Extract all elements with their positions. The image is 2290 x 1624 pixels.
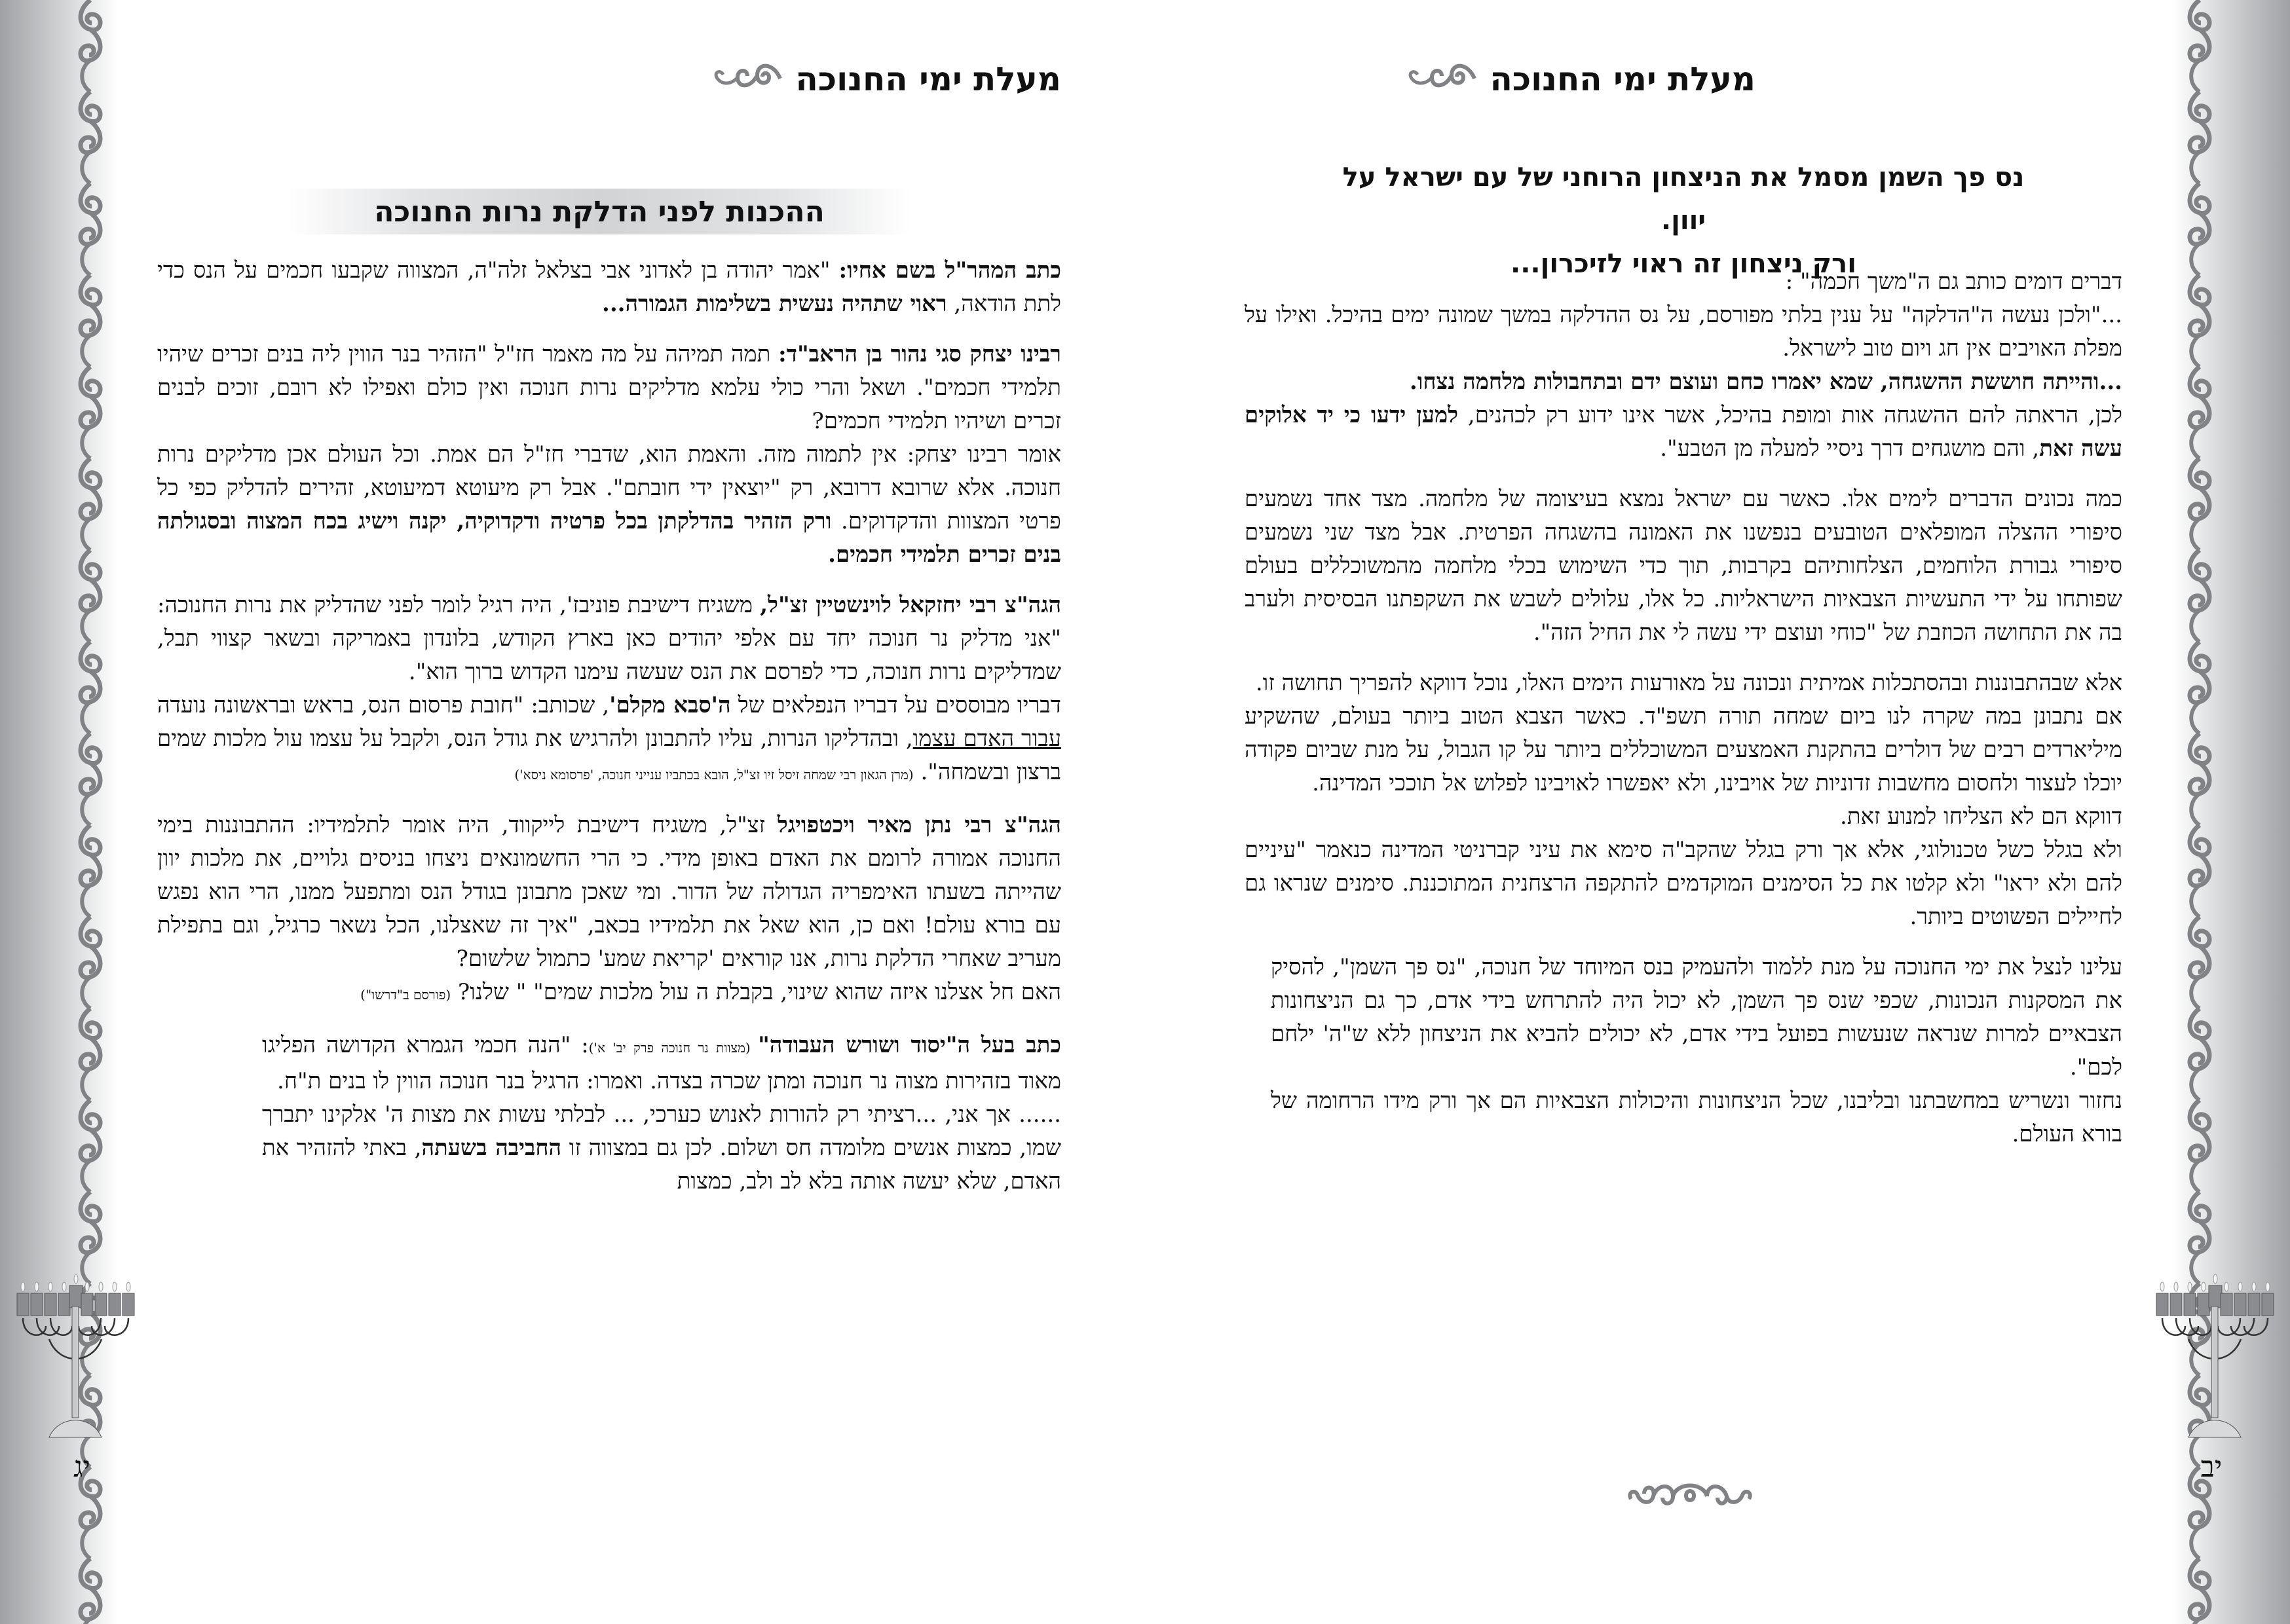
paragraph-text: האם חל אצלנו איזה שהוא שינוי, בקבלת ה עול מלכות שמים" " שלנו? — [451, 979, 1061, 1005]
paragraph-text: דווקא הם לא הצליחו למנוע זאת. — [1840, 803, 2122, 830]
paragraph-text: , והם מושגחים דרך ניסיי למעלה מן הטבע". — [1660, 435, 2040, 462]
paragraph-lead: הגה"צ רבי יחזקאל לוינשטיין זצ"ל, — [760, 592, 1061, 618]
paragraph-text: זצ"ל, משגיח דישיבת לייקווד, היה אומר לתלמידיו: ההתבוננות בימי החנוכה אמורה לרומם את האדם באופן מידי. כי הרי החשמונאים ניצחו בניסים גלויים, את מלכות יוון שהייתה בשעתו האימפריה הגדולה של הדור. ומי שאכן מתבונן בגודל הנס ומתפעל ממנו, הרי הוא נפגש עם בורא עולם! ואם כן, הוא שאל את תלמידיו בכאב, "איך זה שאצלנו, הכל נשאר כרגיל, וגם בתפילת מעריב שאחרי הדלקת נרות, אנו קוראים 'קריאת שמע' כתמול שלשום? — [157, 812, 1061, 972]
source-citation: (מצוות נר חנוכה פרק יב' א') — [588, 1040, 759, 1056]
left-page — [157, 0, 1061, 1624]
paragraph-saba-mikelm — [157, 689, 1061, 792]
running-head — [1406, 59, 1755, 100]
paragraph-rabbeinu-yitzchak — [157, 338, 1061, 438]
paragraph-maharal — [157, 254, 1061, 321]
menorah-icon — [13, 1267, 138, 1450]
running-head-title: מעלת ימי החנוכה — [1490, 60, 1755, 98]
end-flourish-icon — [1624, 1477, 1755, 1519]
paragraph-text: משגיח דישיבת פוניבז', היה רגיל לומר לפני שהדליק את נרות החנוכה: "אני מדליק נר חנוכה יחד עם אלפי יהודים כאן בארץ הקודש, בלונדון באמריקה ובשאר קצווי תבל, שמדליקים נרות חנוכה, כדי לפרסם את הנס שעשה עימנו הקדוש ברוך הוא". — [157, 592, 1061, 685]
paragraph-lead: הגה"צ רבי נתן מאיר ויכטפויגל — [777, 812, 1061, 838]
paragraph-text: דבריו מבוססים על דבריו הנפלאים של — [730, 692, 1061, 718]
scroll-flourish-icon — [1406, 59, 1478, 100]
paragraph-simchat-torah — [1245, 667, 2122, 934]
paragraph-text: , שכותב: "חובת פרסום הנס, בראש ובראשונה נועדה — [157, 692, 610, 718]
paragraph-lead: כתב בעל ה"יסוד ושורש העבודה" — [758, 1032, 1061, 1058]
right-body-text — [1245, 265, 2122, 1168]
paragraph-text: ..."ולכן נעשה ה"הדלקה" על ענין בלתי מפורסם, על נס ההדלקה במשך שמונה ימים בהיכל. ואילו על מפלת האויבים אין חג ויום טוב לישראל. — [1245, 302, 2122, 361]
paragraph-text: ...... אך אני, ...רציתי רק להורות לאנוש כערכי, ... לבלתי עשות את מצות ה' אלקינו יתברך שמו, כמצות אנשים מלומדה חס ושלום. לכן גם במצווה זו — [262, 1101, 1061, 1161]
paragraph-emphasis: ורק הזהיר בהדלקתן בכל פרטיה ודקדוקיה, יקנה וישיג בכח המצוה ובסגולתה בנים זכרים תלמידי חכמים. — [157, 508, 1061, 568]
paragraph-intro: דברים דומים כותב גם ה"משך חכמה" : — [1785, 268, 2122, 295]
underlined-phrase: עבור האדם עצמו — [912, 726, 1061, 752]
paragraph-text: נחזור ונשריש במחשבתנו ובליבנו, שכל הניצחונות והיכולות הצבאיות הם אך ורק מידו הרחומה של בורא העולם. — [1271, 1088, 2122, 1147]
paragraph-text: : "הנה חכמי הגמרא הקדושה הפליגו מאוד בזהירות מצוה נר חנוכה ומתן שכרה בצדה. ואמרו: הרגיל בנר חנוכה הווין לו בנים ת"ח. — [262, 1032, 1061, 1094]
paragraph-yesod-veshoresh — [262, 1029, 1061, 1198]
scroll-flourish-icon — [711, 59, 783, 100]
paragraph-text: אלא שבהתבוננות ובהסתכלות אמיתית ונכונה על מאורעות הימים האלו, נוכל דווקא להפריך תחושה זו. — [1255, 670, 2122, 696]
running-head-title: מעלת ימי החנוכה — [795, 60, 1061, 98]
right-page — [1245, 0, 2122, 1624]
paragraph-text: אומר רבינו יצחק: אין לתמוה מזה. והאמת הוא, שדברי חז"ל הם אמת. וכל העולם אכן מדליקים נרות חנוכה. אלא שרובא דרובא, רק "יוצאין ידי חובתם". אבל רק מיעוטא דמיעוטא, זהירים להדליק כפי כל פרטי המצוות והדקדוקים. — [157, 441, 1061, 534]
paragraph-emphasis: ...והייתה חוששת ההשגחה, שמא יאמרו כחם ועוצם ידם ובתחבולות מלחמה נצחו. — [1409, 369, 2122, 395]
paragraph-lead: רבינו יצחק סגי נהור בן הראב"ד: — [778, 341, 1061, 367]
paragraph-text: ולא בגלל כשל טכנולוגי, אלא אך ורק בגלל שהקב"ה סימא את עיני קברניטי המדינה כנאמר "עיניים להם ולא יראו" ולא קלטו את כל הסימנים המוקדמים להתקפה הרצחנית המתוכננת. סימנים שנראו גם לחיילים הפשוטים ביותר. — [1245, 837, 2122, 930]
source-citation: (פורסם ב"דרשו") — [360, 987, 451, 1003]
menorah-icon — [2152, 1267, 2277, 1450]
section-title-banner — [288, 189, 910, 234]
page-number: יג — [73, 1450, 91, 1484]
headline-line: נס פך השמן מסמל את הניצחון הרוחני של עם ישראל על יוון. — [1342, 162, 2025, 236]
paragraph-text: כמה נכונים הדברים לימים אלו. כאשר עם ישראל נמצא בעיצומה של מלחמה. מצד אחד נשמעים סיפורי ההצלה המופלאים הטובעים בנפשנו את האמונה בהשגחה הפרטית. אבל מצד שני נשמעים סיפורי גבורת הלוחמים, הצלחותיהם בקרבות, תוך כדי השימוש בכלי מלחמה מהמשוכללים בעולם שפותחו על ידי התעשיות הצבאיות הישראליות. כל אלו, עלולים לשבש את השקפתנו הבסיסית ולערב בה את התחושה הכוזבת של "כוחי ועוצם ידי עשה לי את החיל הזה". — [1245, 486, 2122, 646]
paragraph-conclusion — [1271, 951, 2122, 1151]
paragraph-meshech-chochma — [1245, 265, 2122, 466]
paragraph-emphasis: ה'סבא מקלם' — [609, 692, 731, 718]
paragraph-lead: כתב המהר"ל בשם אחיו: — [838, 257, 1061, 284]
paragraph-text: "אמר יהודה בן לאדוני אבי בצלאל זלה"ה, המצווה שקבעו חכמים על הנס כדי לתת הודאה, — [157, 257, 1061, 317]
paragraph-wachtfogel — [157, 809, 1061, 1012]
paragraph-emphasis: החביבה בשעתה — [421, 1135, 562, 1161]
paragraph-text: עלינו לנצל את ימי החנוכה על מנת ללמוד ולהעמיק בנס המיוחד של חנוכה, "נס פך השמן", להסיק את המסקנות הנכונות, שכפי שנס פך השמן, לא יכול היה להתרחש בידי אדם, כך גם הניצחונות הצבאיים למרות שנראה שנעשות בפועל בידי אדם, לא יכולים להביא את הניצחון ללא ש"ה' ילחם לכם". — [1271, 954, 2122, 1080]
paragraph-text: תמה תמיהה על מה מאמר חז"ל "הזהיר בנר הווין ליה בנים זכרים שיהיו תלמידי חכמים". ושאל והרי כולי עלמא מדליקים נרות חנוכה ואין כולם ואפילו לא רובם, זוכים לבנים זכרים ושיהיו תלמידי חכמים? — [157, 341, 1061, 434]
paragraph-current-war — [1245, 483, 2122, 650]
headline-line: ורק ניצחון זה ראוי לזיכרון... — [1511, 249, 1856, 279]
paragraph-text: לכן, הראתה להם ההשגחה אות ומופת בהיכל, אשר אינו ידוע רק לכהנים, — [1458, 402, 2122, 428]
paragraph-text: , ובהדליקו הנרות, עליו להתבונן ולהרגיש את גודל הנס, ולקבל על עצמו עול מלכות שמים ברצון ובשמחה". — [157, 726, 1061, 785]
left-body-text — [157, 254, 1061, 1198]
running-head — [711, 59, 1061, 100]
page-number: יב — [2200, 1450, 2223, 1484]
source-citation: (מרן הגאון רבי שמחה זיסל זיו זצ"ל, הובא בכתביו ענייני חנוכה, 'פרסומא ניסא') — [514, 767, 914, 783]
paragraph-text: , באתי להזהיר את האדם, שלא יעשה אותה בלא לב ולב, כמצות — [262, 1135, 1061, 1194]
paragraph-levenstein — [157, 589, 1061, 689]
paragraph-emphasis: ראוי שתהיה נעשית בשלימות הגמורה... — [602, 291, 947, 317]
section-title: ההכנות לפני הדלקת נרות החנוכה — [374, 194, 825, 229]
paragraph-text: אם נתבונן במה שקרה לנו ביום שמחה תורה תשפ"ד. כאשר הצבא הטוב ביותר בעולם, שהשקיע מיליארדים רבים של דולרים בהתקנת האמצעים המשוכללים ביותר על קו הגבול, על מנת שביום פקודה יוכלו לעצור ולחסום מחשבות זדוניות של אויבינו, ולא יאפשרו לאויבינו לפלוש אל תוככי המדינה. — [1245, 703, 2122, 796]
paragraph-emphasis: למען ידעו כי יד אלוקים עשה זאת — [1245, 402, 2122, 462]
paragraph-rabbeinu-yitzchak-answer — [157, 438, 1061, 572]
